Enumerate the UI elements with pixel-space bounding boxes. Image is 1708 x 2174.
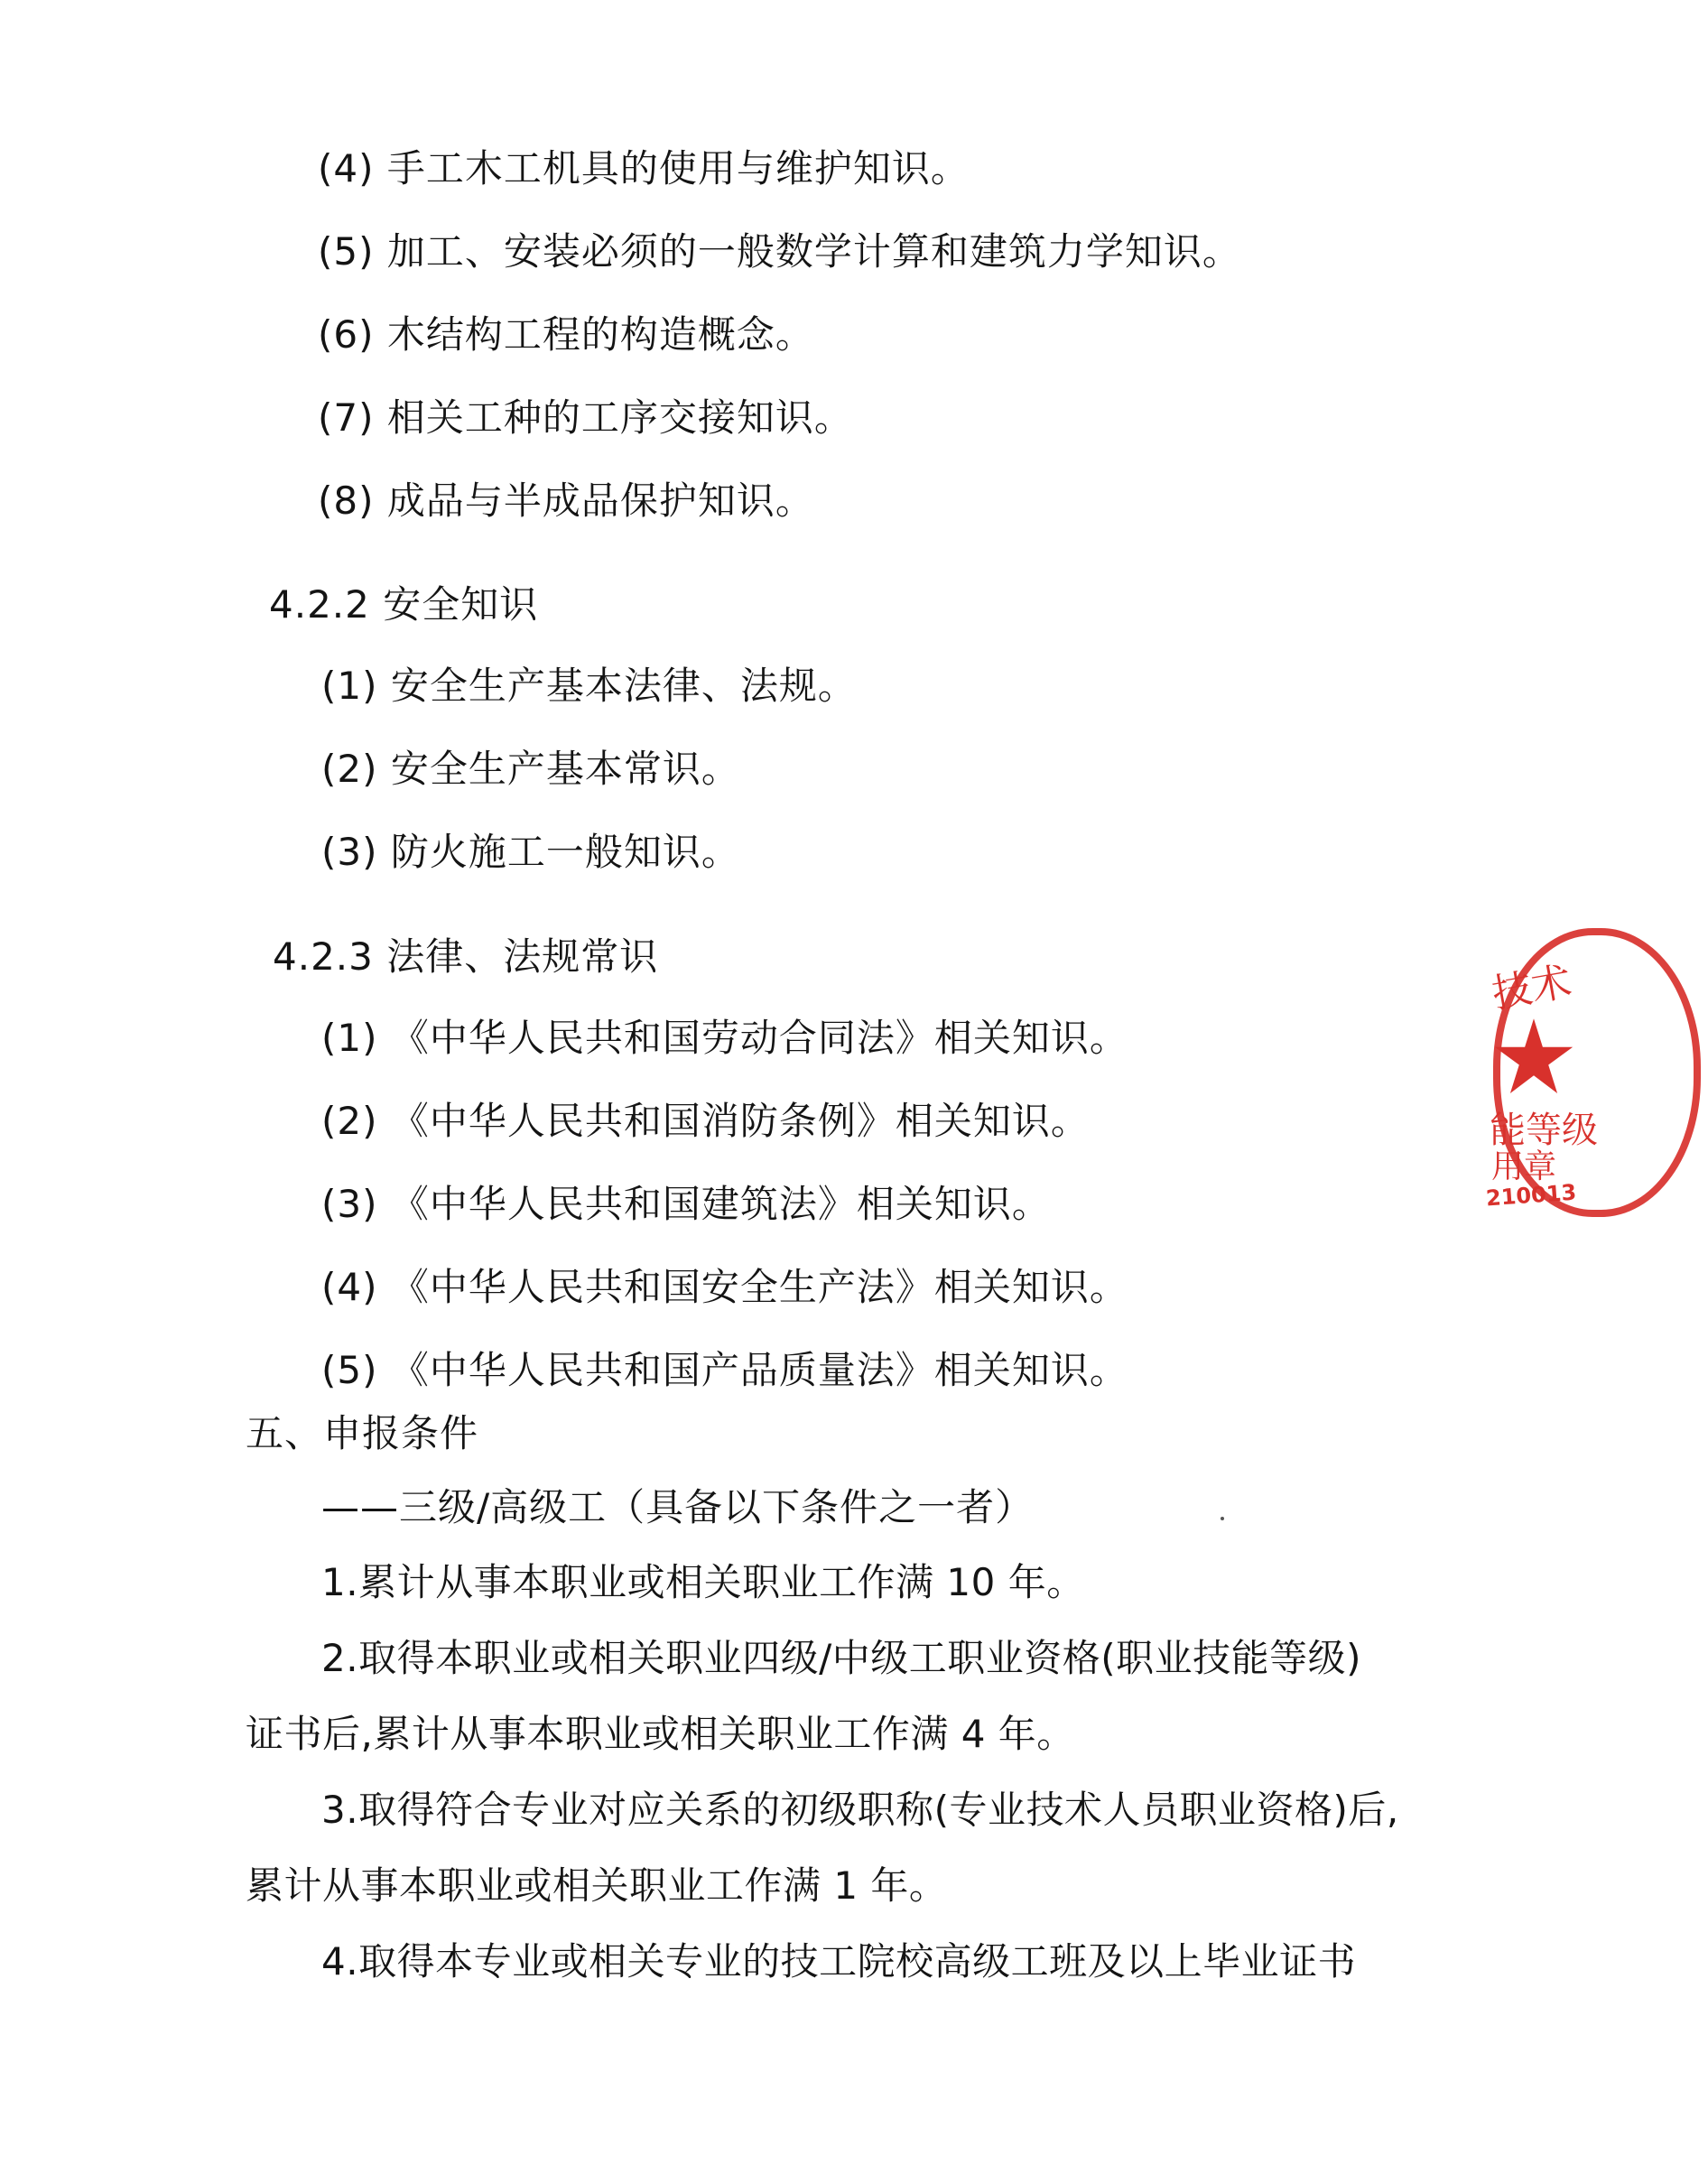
law-item: (4) 《中华人民共和国安全生产法》相关知识。 bbox=[321, 1265, 1128, 1309]
condition-paragraph: 4.取得本专业或相关专业的技工院校高级工班及以上毕业证书 bbox=[321, 1939, 1357, 1984]
safety-item: (2) 安全生产基本常识。 bbox=[321, 747, 740, 791]
section-heading-law: 4.2.3 法律、法规常识 bbox=[273, 934, 659, 979]
section-heading-safety: 4.2.2 安全知识 bbox=[269, 582, 539, 627]
law-item: (1) 《中华人民共和国劳动合同法》相关知识。 bbox=[321, 1016, 1128, 1060]
seal-text-bottom: 用章 bbox=[1491, 1148, 1557, 1185]
skill-item: (6) 木结构工程的构造概念。 bbox=[318, 312, 814, 357]
condition-paragraph: 证书后,累计从事本职业或相关职业工作满 4 年。 bbox=[246, 1712, 1075, 1756]
skill-item: (5) 加工、安装必须的一般数学计算和建筑力学知识。 bbox=[318, 229, 1241, 274]
condition-paragraph: 累计从事本职业或相关职业工作满 1 年。 bbox=[246, 1863, 948, 1908]
star-icon bbox=[1493, 1018, 1574, 1096]
condition-paragraph: 3.取得符合专业对应关系的初级职称(专业技术人员职业资格)后, bbox=[321, 1788, 1399, 1832]
law-item: (3) 《中华人民共和国建筑法》相关知识。 bbox=[321, 1182, 1051, 1226]
section-heading-application: 五、申报条件 bbox=[246, 1411, 479, 1455]
condition-paragraph: 2.取得本职业或相关职业四级/中级工职业资格(职业技能等级) bbox=[321, 1636, 1361, 1680]
skill-item: (4) 手工木工机具的使用与维护知识。 bbox=[318, 146, 970, 190]
skill-item: (7) 相关工种的工序交接知识。 bbox=[318, 395, 853, 440]
application-subheading: ——三级/高级工（具备以下条件之一者） bbox=[321, 1485, 1035, 1529]
safety-item: (3) 防火施工一般知识。 bbox=[321, 830, 740, 874]
condition-paragraph: 1.累计从事本职业或相关职业工作满 10 年。 bbox=[321, 1560, 1085, 1604]
skill-item: (8) 成品与半成品保护知识。 bbox=[318, 478, 814, 523]
law-item: (5) 《中华人民共和国产品质量法》相关知识。 bbox=[321, 1348, 1128, 1392]
seal-text-middle: 能等级 bbox=[1490, 1110, 1598, 1151]
seal-code: 210013 bbox=[1485, 1179, 1578, 1212]
scan-dot bbox=[1221, 1517, 1224, 1520]
law-item: (2) 《中华人民共和国消防条例》相关知识。 bbox=[321, 1099, 1090, 1143]
official-seal bbox=[1473, 912, 1708, 1237]
seal-text-top: 技术 bbox=[1489, 958, 1575, 1018]
safety-item: (1) 安全生产基本法律、法规。 bbox=[321, 664, 857, 708]
